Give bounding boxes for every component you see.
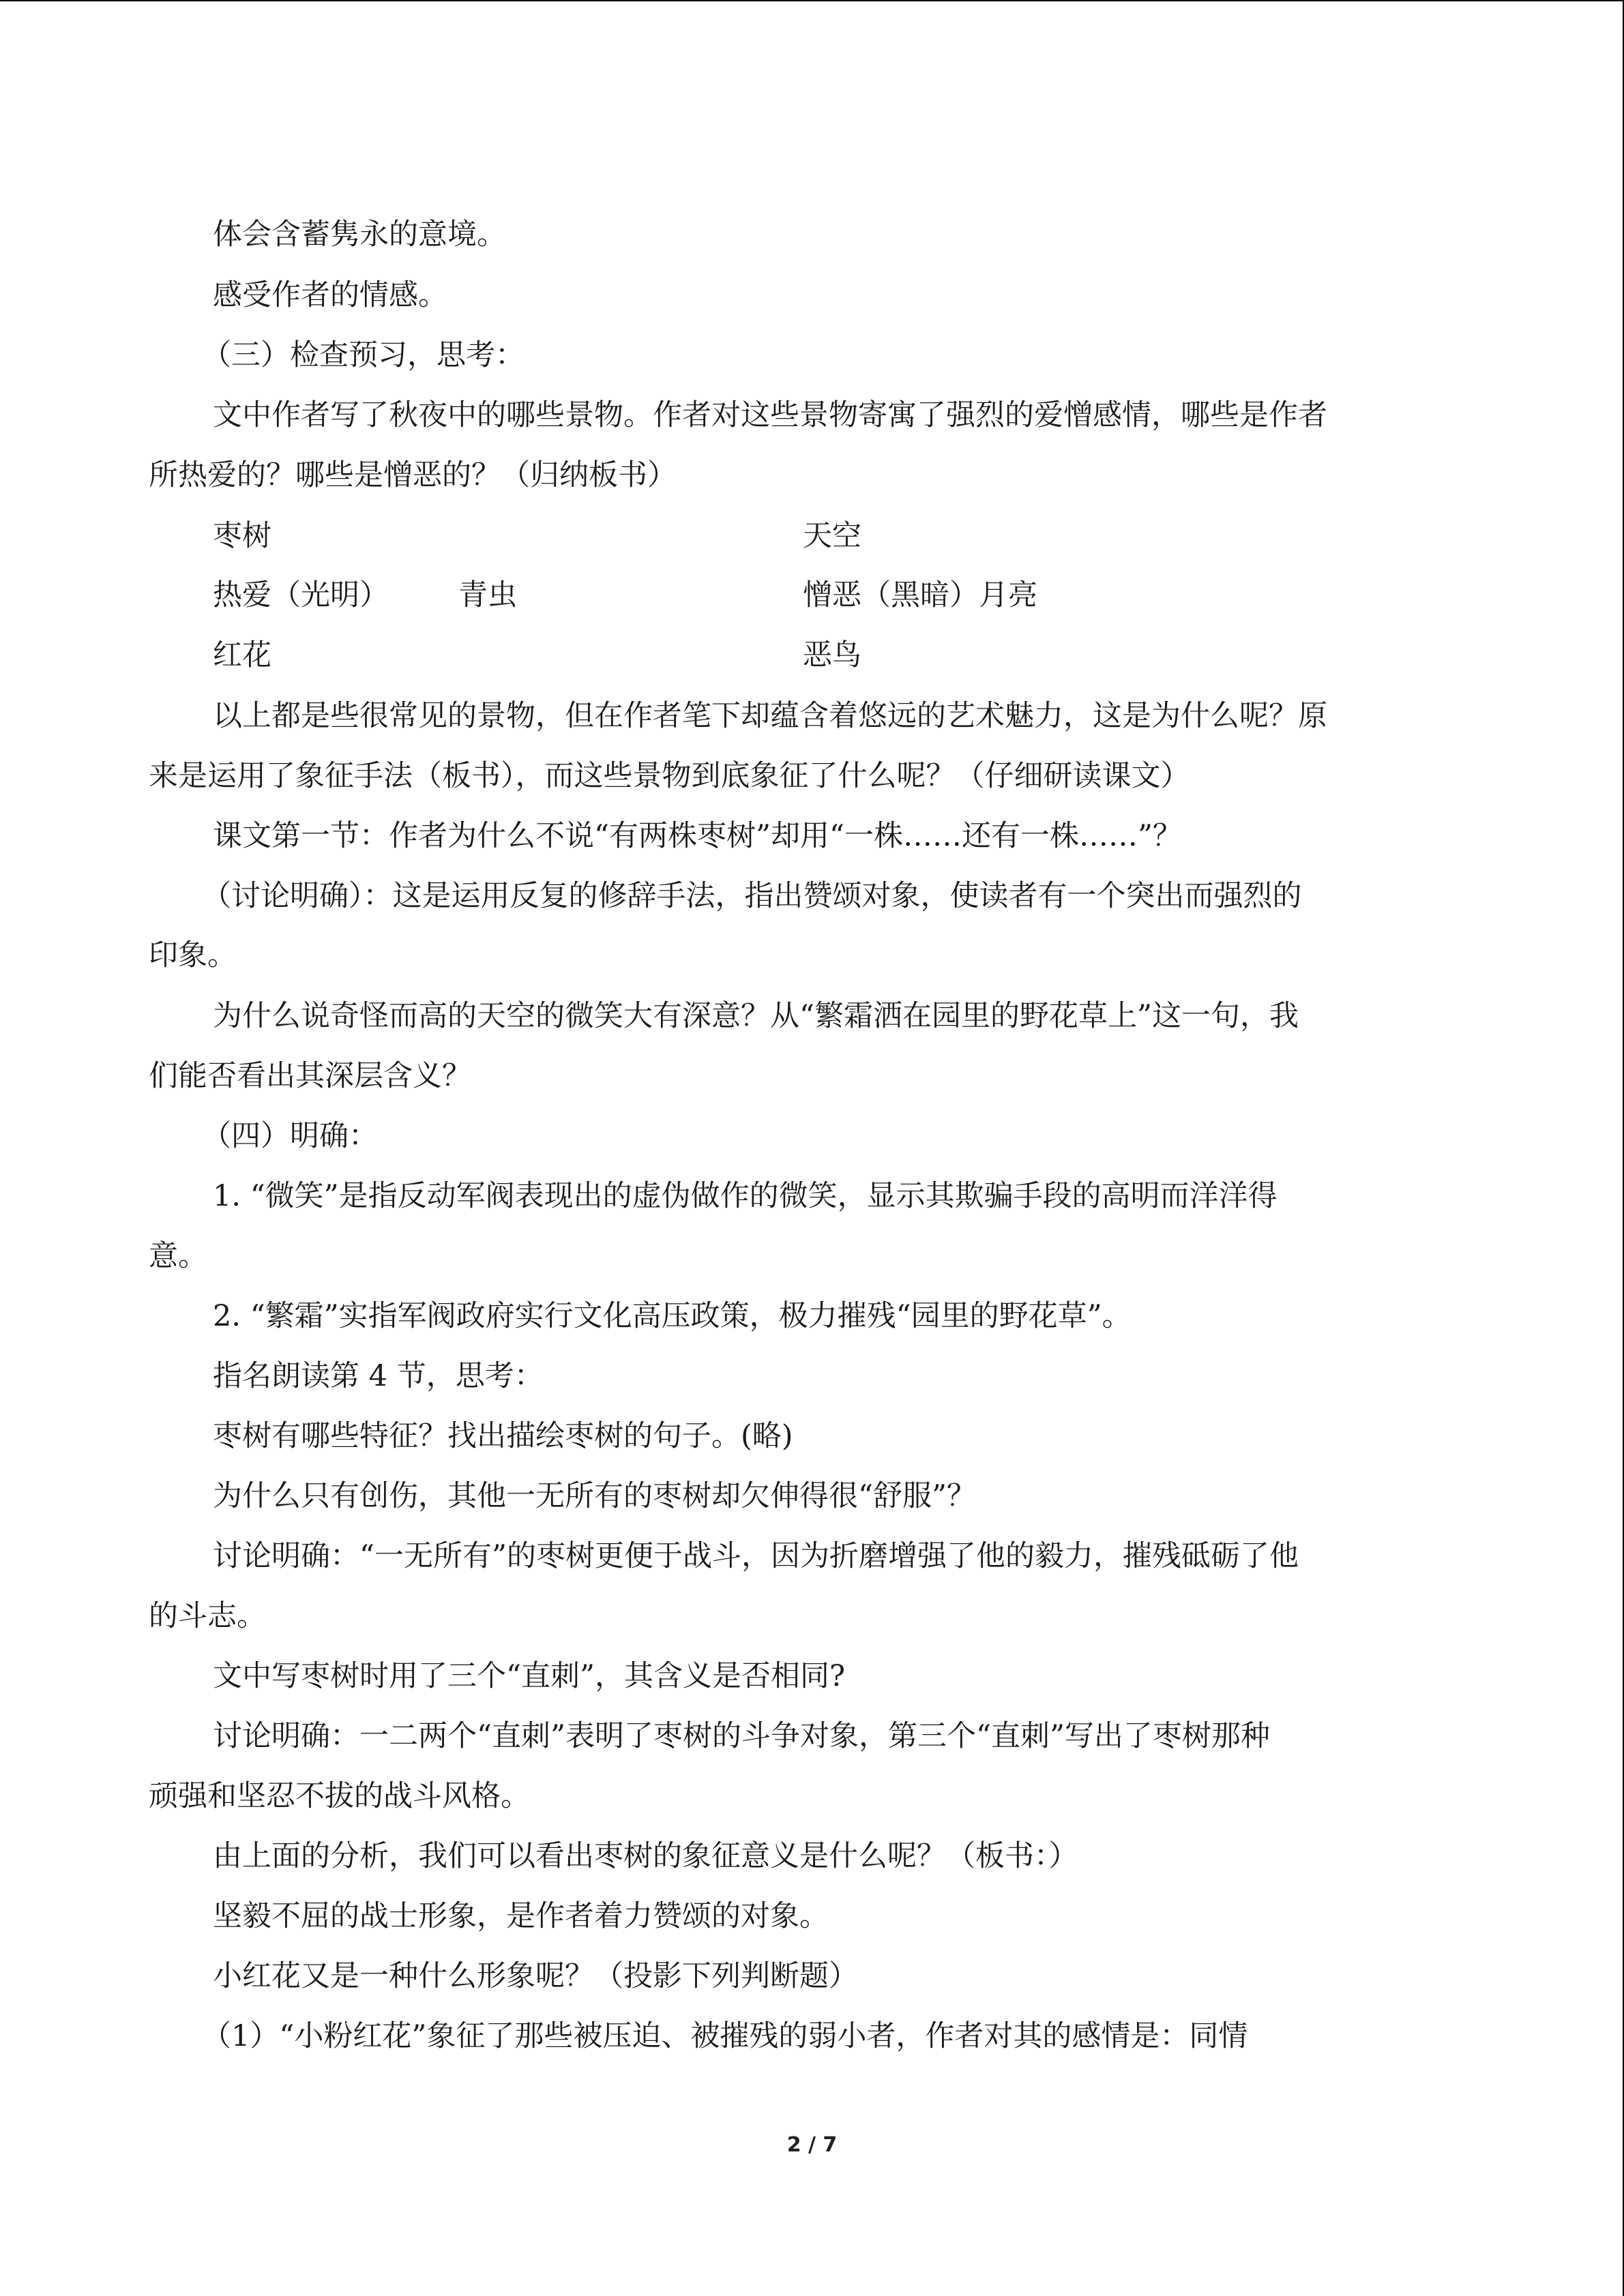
- board-item-green-insect: 青虫: [458, 578, 517, 612]
- text-line: （讨论明确）：这是运用反复的修辞手法，指出赞颂对象，使读者有一个突出而强烈的: [202, 879, 1302, 913]
- text-line: 小红花又是一种什么形象呢？（投影下列判断题）: [213, 1959, 858, 1993]
- text-line: 感受作者的情感。: [213, 278, 447, 312]
- text-line: 讨论明确：“一无所有”的枣树更便于战斗，因为折磨增强了他的毅力，摧残砥砺了他: [213, 1539, 1299, 1573]
- section-heading: （三）检查预习，思考：: [202, 338, 525, 372]
- board-item-jujube-tree: 枣树: [213, 519, 271, 553]
- text-line: 印象。: [149, 938, 237, 972]
- text-line: 来是运用了象征手法（板书），而这些景物到底象征了什么呢？（仔细研读课文）: [149, 759, 1190, 793]
- text-line: 为什么说奇怪而高的天空的微笑大有深意？从“繁霜洒在园里的野花草上”这一句，我: [213, 999, 1299, 1033]
- text-line: 指名朗读第 4 节，思考：: [213, 1359, 544, 1393]
- text-line: 为什么只有创伤，其他一无所有的枣树却欠伸得很“舒服”？: [213, 1479, 976, 1513]
- board-item-hate-dark-moon: 憎恶（黑暗）月亮: [803, 578, 1037, 612]
- text-line: 由上面的分析，我们可以看出枣树的象征意义是什么呢？（板书：）: [213, 1839, 1078, 1873]
- board-item-love-light: 热爱（光明）: [213, 578, 389, 612]
- page-number: 2 / 7: [786, 2133, 838, 2157]
- text-line: 所热爱的？哪些是憎恶的？（归纳板书）: [149, 458, 677, 492]
- text-line: 课文第一节：作者为什么不说“有两株枣树”却用“一株……还有一株……”？: [213, 819, 1182, 853]
- text-line: 坚毅不屈的战士形象，是作者着力赞颂的对象。: [213, 1899, 829, 1933]
- text-line: 2. “繁霜”实指军阀政府实行文化高压政策，极力摧残“园里的野花草”。: [213, 1299, 1132, 1333]
- text-line: 文中作者写了秋夜中的哪些景物。作者对这些景物寄寓了强烈的爱憎感情，哪些是作者: [213, 398, 1327, 432]
- text-line: 体会含蓄隽永的意境。: [213, 218, 506, 252]
- text-line: （1）“小粉红花”象征了那些被压迫、被摧残的弱小者，作者对其的感情是：同情: [202, 2019, 1248, 2053]
- text-line: 们能否看出其深层含义？: [149, 1059, 471, 1093]
- text-line: 的斗志。: [149, 1599, 266, 1633]
- board-item-evil-bird: 恶鸟: [803, 638, 861, 672]
- text-line: 意。: [149, 1239, 207, 1273]
- text-line: 讨论明确：一二两个“直刺”表明了枣树的斗争对象，第三个“直刺”写出了枣树那种: [213, 1719, 1270, 1753]
- board-item-red-flower: 红花: [213, 638, 271, 672]
- board-item-sky: 天空: [803, 519, 861, 553]
- text-line: 文中写枣树时用了三个“直刺”，其含义是否相同?: [213, 1659, 846, 1693]
- text-line: 枣树有哪些特征？找出描绘枣树的句子。(略): [213, 1419, 793, 1453]
- text-line: 以上都是些很常见的景物，但在作者笔下却蕴含着悠远的艺术魅力，这是为什么呢？原: [213, 699, 1327, 733]
- text-line: 顽强和坚忍不拔的战斗风格。: [149, 1779, 530, 1813]
- text-line: 1. “微笑”是指反动军阀表现出的虚伪做作的微笑，显示其欺骗手段的高明而洋洋得: [213, 1179, 1278, 1213]
- section-heading: （四）明确：: [202, 1119, 378, 1153]
